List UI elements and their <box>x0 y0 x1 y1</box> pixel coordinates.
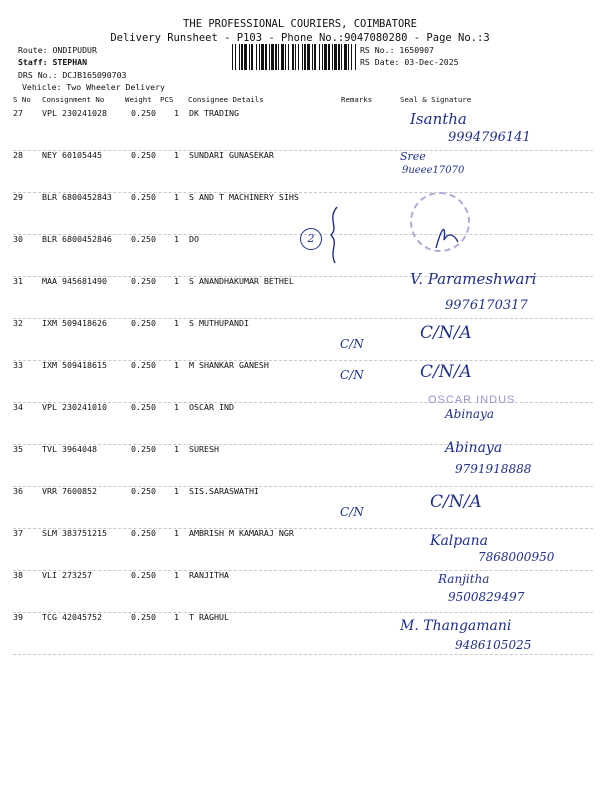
signature-28: Sree <box>400 150 426 163</box>
signature-phone-35: 9791918888 <box>455 462 532 476</box>
row-weight: 0.250 <box>131 234 156 244</box>
row-consignment-no: MAA 945681490 <box>42 276 107 286</box>
barcode-bar <box>324 44 327 70</box>
staff-label: Staff: STEPHAN <box>18 57 88 67</box>
row-consignee: OSCAR IND <box>189 402 234 412</box>
row-consignment-no: TVL 3964048 <box>42 444 97 454</box>
barcode-bar <box>322 44 323 70</box>
row-consignee: S ANANDHAKUMAR BETHEL <box>189 276 294 286</box>
signature-phone-38: 9500829497 <box>448 590 525 604</box>
document-subtitle: Delivery Runsheet - P103 - Phone No.:9047080280 - Page No.:3 <box>110 32 490 44</box>
row-consignment-no: VPL 230241010 <box>42 402 107 412</box>
row-weight: 0.250 <box>131 108 156 118</box>
handwritten-bracket-mark <box>325 205 345 265</box>
barcode-bar <box>256 44 257 70</box>
signature-phone-31: 9976170317 <box>445 298 528 313</box>
signature-39: M. Thangamani <box>400 618 512 634</box>
row-sno: 30 <box>13 234 23 244</box>
row-pcs: 1 <box>174 234 179 244</box>
row-sno: 36 <box>13 486 23 496</box>
signature-32: C/N/A <box>420 323 472 343</box>
row-sno: 38 <box>13 570 23 580</box>
row-pcs: 1 <box>174 276 179 286</box>
row-consignee: M SHANKAR GANESH <box>189 360 269 370</box>
barcode-bar <box>249 44 250 70</box>
row-consignee: SIS.SARASWATHI <box>189 486 259 496</box>
row-sno: 27 <box>13 108 23 118</box>
column-header-consignment: Consignment No <box>42 95 105 104</box>
row-sno: 29 <box>13 192 23 202</box>
signature-phone-37: 7868000950 <box>478 550 555 564</box>
row-weight: 0.250 <box>131 318 156 328</box>
barcode-bar <box>278 44 279 70</box>
row-sno: 33 <box>13 360 23 370</box>
barcode-bar <box>351 44 352 70</box>
barcode-bar <box>328 44 330 70</box>
row-pcs: 1 <box>174 318 179 328</box>
column-header-remarks: Remarks <box>341 95 373 104</box>
barcode-bar <box>244 44 247 70</box>
row-sno: 32 <box>13 318 23 328</box>
row-consignee: SUNDARI GUNASEKAR <box>189 150 274 160</box>
signature-phone-28: 9ueee17070 <box>402 165 465 176</box>
row-consignment-no: SLM 383751215 <box>42 528 107 538</box>
vehicle-label: Vehicle: Two Wheeler Delivery <box>22 82 165 92</box>
barcode-bar <box>338 44 340 70</box>
row-sno: 28 <box>13 150 23 160</box>
row-consignment-no: BLR 6800452843 <box>42 192 112 202</box>
remark-32: C/N <box>340 337 364 351</box>
remark-33: C/N <box>340 368 364 382</box>
row-pcs: 1 <box>174 360 179 370</box>
signature-38: Ranjitha <box>438 572 490 586</box>
row-pcs: 1 <box>174 612 179 622</box>
signature-27: Isantha <box>410 110 467 128</box>
barcode-bar <box>355 44 356 70</box>
row-consignment-no: IXM 509418626 <box>42 318 107 328</box>
barcode-bar <box>292 44 294 70</box>
row-consignee: SURESH <box>189 444 219 454</box>
company-stamp-text: OSCAR INDUS <box>428 394 516 406</box>
column-header-consignee: Consignee Details <box>188 95 264 104</box>
row-sno: 34 <box>13 402 23 412</box>
row-pcs: 1 <box>174 150 179 160</box>
barcode-bar <box>298 44 299 70</box>
barcode-bar <box>334 44 337 70</box>
table-row <box>13 486 593 529</box>
row-consignee: T RAGHUL <box>189 612 229 622</box>
row-consignment-no: VPL 230241028 <box>42 108 107 118</box>
row-pcs: 1 <box>174 486 179 496</box>
table-row <box>13 150 593 193</box>
row-consignment-no: NEY 60105445 <box>42 150 102 160</box>
barcode-bar <box>259 44 260 70</box>
row-weight: 0.250 <box>131 276 156 286</box>
barcode-bar <box>285 44 286 70</box>
barcode-bar <box>314 44 316 70</box>
column-header-weight: Weight <box>125 95 152 104</box>
barcode-bar <box>269 44 270 70</box>
barcode-bar <box>348 44 349 70</box>
barcode-bar <box>341 44 342 70</box>
row-consignee: DO <box>189 234 199 244</box>
row-consignment-no: VRR 7600852 <box>42 486 97 496</box>
column-header-signature: Seal & Signature <box>400 95 472 104</box>
row-weight: 0.250 <box>131 528 156 538</box>
document-title: THE PROFESSIONAL COURIERS, COIMBATORE <box>183 18 417 30</box>
row-pcs: 1 <box>174 108 179 118</box>
route-label: Route: ONDIPUDUR <box>18 45 97 55</box>
column-header-pcs: PCS <box>160 95 174 104</box>
signature-36: C/N/A <box>430 492 482 512</box>
seal-signature-scribble <box>432 222 462 252</box>
barcode-bar <box>232 44 233 70</box>
row-consignment-no: IXM 509418615 <box>42 360 107 370</box>
row-pcs: 1 <box>174 402 179 412</box>
rs-date: RS Date: 03-Dec-2025 <box>360 57 459 67</box>
row-pcs: 1 <box>174 570 179 580</box>
row-consignment-no: BLR 6800452846 <box>42 234 112 244</box>
row-weight: 0.250 <box>131 570 156 580</box>
barcode-bar <box>332 44 333 70</box>
table-row <box>13 402 593 445</box>
row-sno: 39 <box>13 612 23 622</box>
signature-35: Abinaya <box>445 440 503 456</box>
signature-37: Kalpana <box>430 533 488 549</box>
row-pcs: 1 <box>174 528 179 538</box>
barcode-bar <box>241 44 243 70</box>
row-consignee: S MUTHUPANDI <box>189 318 249 328</box>
barcode-bar <box>304 44 306 70</box>
barcode-bar <box>319 44 320 70</box>
table-row <box>13 318 593 361</box>
row-weight: 0.250 <box>131 360 156 370</box>
signature-31: V. Parameshwari <box>410 270 537 288</box>
row-consignee: RANJITHA <box>189 570 229 580</box>
barcode-bar <box>302 44 303 70</box>
signature-33: C/N/A <box>420 362 472 382</box>
row-consignee: DK TRADING <box>189 108 239 118</box>
drs-number: DRS No.: DCJB165090703 <box>18 70 127 80</box>
row-consignment-no: TCG 42045752 <box>42 612 102 622</box>
barcode-bar <box>261 44 264 70</box>
barcode-bar <box>251 44 253 70</box>
barcode-bar <box>281 44 284 70</box>
barcode-bar <box>275 44 277 70</box>
row-consignee: AMBRISH M KAMARAJ NGR <box>189 528 294 538</box>
barcode-bar <box>295 44 296 70</box>
barcode-bar <box>265 44 267 70</box>
row-weight: 0.250 <box>131 192 156 202</box>
barcode-bar <box>344 44 347 70</box>
row-sno: 37 <box>13 528 23 538</box>
row-weight: 0.250 <box>131 486 156 496</box>
signature-phone-39: 9486105025 <box>455 638 532 652</box>
row-weight: 0.250 <box>131 402 156 412</box>
barcode-bar <box>307 44 310 70</box>
barcode-bar <box>288 44 289 70</box>
rs-number: RS No.: 1650907 <box>360 45 434 55</box>
signature-34: Abinaya <box>445 407 495 421</box>
table-row <box>13 192 593 235</box>
remark-36: C/N <box>340 505 364 519</box>
signature-phone-27: 9994796141 <box>448 130 531 145</box>
row-weight: 0.250 <box>131 150 156 160</box>
barcode-image <box>232 44 356 70</box>
barcode-bar <box>312 44 313 70</box>
row-pcs: 1 <box>174 192 179 202</box>
row-sno: 31 <box>13 276 23 286</box>
circled-number-mark: 2 <box>300 228 322 250</box>
row-weight: 0.250 <box>131 444 156 454</box>
row-sno: 35 <box>13 444 23 454</box>
row-consignment-no: VLI 273257 <box>42 570 92 580</box>
row-pcs: 1 <box>174 444 179 454</box>
barcode-bar <box>239 44 240 70</box>
row-consignee: S AND T MACHINERY SIHS <box>189 192 299 202</box>
row-weight: 0.250 <box>131 612 156 622</box>
barcode-bar <box>235 44 236 70</box>
column-header-sno: S No <box>13 95 31 104</box>
barcode-bar <box>271 44 274 70</box>
